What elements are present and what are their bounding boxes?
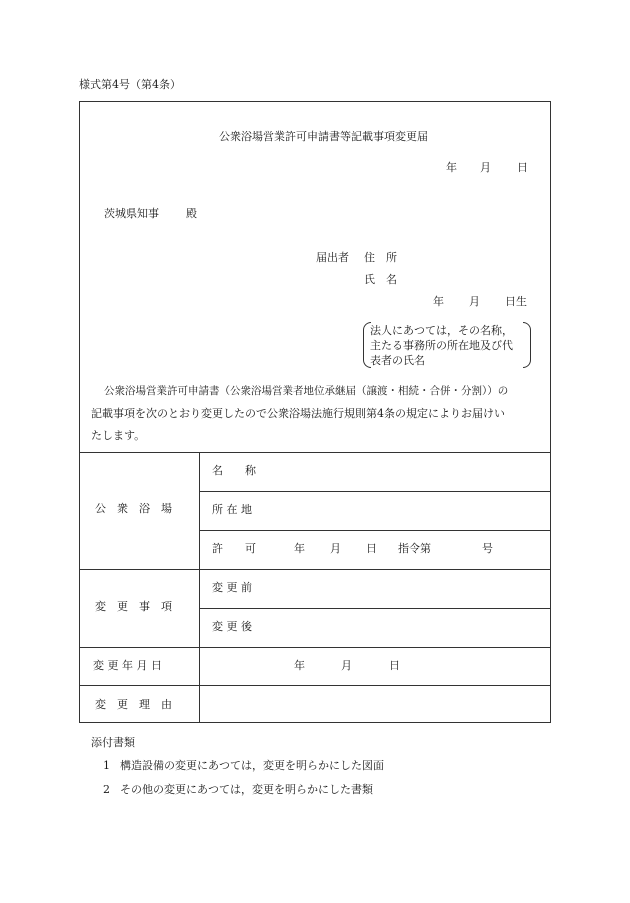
permit-number-suffix: 号	[482, 542, 493, 555]
change-items-section-label: 変 更 事 項	[95, 600, 172, 613]
change-reason-label: 変 更 理 由	[95, 698, 172, 711]
attachment-text: 構造設備の変更にあつては，変更を明らかにした図面	[120, 759, 384, 772]
bathhouse-location-label: 所 在 地	[212, 503, 252, 516]
table-top-border	[80, 452, 550, 453]
form-number: 様式第4号（第4条）	[79, 78, 181, 91]
addressee-honorific: 殿	[186, 207, 197, 220]
body-text-line: 記載事項を次のとおり変更したので公衆浴場法施行規則第4条の規定によりお届けい	[91, 407, 505, 420]
attachments-title: 添付書類	[91, 736, 135, 749]
addressee-name: 茨城県知事	[104, 207, 159, 220]
column-divider	[199, 452, 200, 723]
change-date-year: 年	[294, 659, 305, 672]
change-date-day: 日	[389, 659, 400, 672]
date-month-label: 月	[480, 161, 491, 174]
change-date-label: 変 更 年 月 日	[93, 659, 162, 672]
permit-label: 許 可	[212, 542, 256, 555]
row-divider	[80, 685, 550, 686]
permit-number-prefix: 指令第	[398, 542, 431, 555]
date-year-label: 年	[446, 161, 457, 174]
note-line: 法人にあつては，その名称，	[370, 324, 513, 337]
applicant-label: 届出者	[316, 251, 349, 264]
bathhouse-section-label: 公 衆 浴 場	[95, 502, 172, 515]
body-text-line: 公衆浴場営業許可申請書（公衆浴場営業者地位承継届（譲渡・相続・合併・分割））の	[104, 385, 509, 397]
date-day-label: 日	[517, 161, 528, 174]
note-line: 表者の氏名	[370, 354, 425, 367]
birth-year-label: 年	[433, 295, 444, 308]
row-divider	[199, 491, 550, 492]
attachment-text: その他の変更にあつては，変更を明らかにした書類	[120, 783, 373, 796]
change-before-label: 変 更 前	[212, 581, 252, 594]
permit-year-label: 年	[294, 542, 305, 555]
row-divider	[199, 608, 550, 609]
name-label: 氏 名	[364, 273, 397, 286]
note-line: 主たる事務所の所在地及び代	[370, 339, 513, 352]
body-text-line: たします。	[91, 429, 146, 442]
change-date-month: 月	[341, 659, 352, 672]
change-after-label: 変 更 後	[212, 620, 252, 633]
birth-day-label: 日生	[505, 295, 527, 308]
permit-month-label: 月	[330, 542, 341, 555]
form-title: 公衆浴場営業許可申請書等記載事項変更届	[219, 130, 428, 143]
attachment-number: 2	[103, 783, 110, 796]
row-divider	[199, 530, 550, 531]
note-bracket-right	[523, 322, 531, 368]
bathhouse-name-label: 名 称	[212, 464, 256, 477]
permit-day-label: 日	[366, 542, 377, 555]
address-label: 住 所	[364, 251, 397, 264]
row-divider	[80, 647, 550, 648]
birth-month-label: 月	[469, 295, 480, 308]
row-divider	[80, 569, 550, 570]
attachment-number: 1	[103, 759, 110, 772]
